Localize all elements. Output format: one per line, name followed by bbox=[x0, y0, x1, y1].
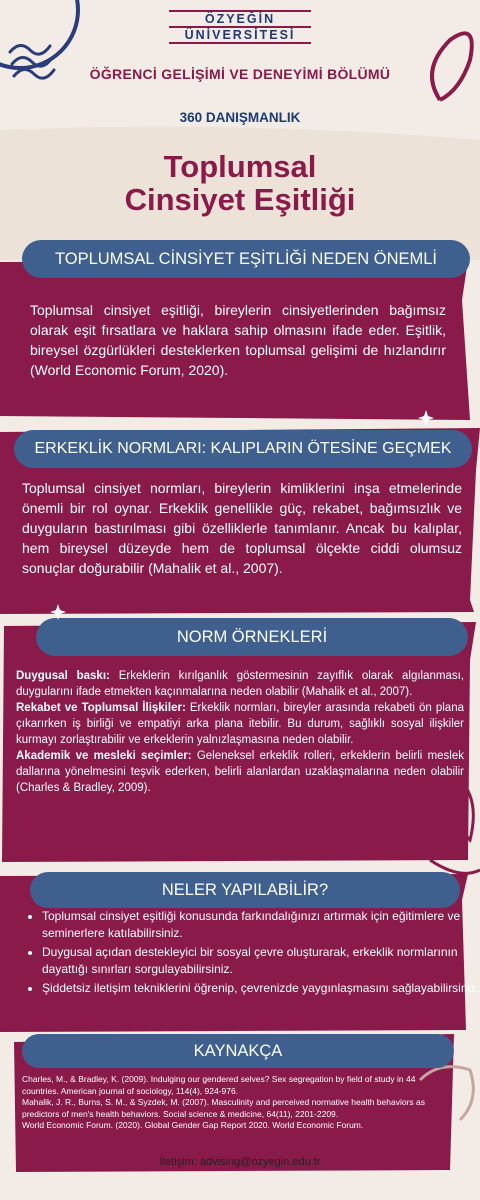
unit-title: 360 DANIŞMANLIK bbox=[179, 110, 301, 125]
todo-item: • Duygusal açıdan destekleyici bir sosyal çevre oluşturarak, erkeklik normlarının dayattığı sınırları sorgulayabilirsiniz. bbox=[42, 944, 480, 978]
sparkle-icon bbox=[50, 604, 66, 620]
reference-item: Charles, M., & Bradley, K. (2009). Indulging our gendered selves? Sex segregation by field of study in 44 countries. American journal of sociology, 114(4), 924-976. bbox=[22, 1074, 416, 1096]
reference-item: World Economic Forum. (2020). Global Gender Gap Report 2020. World Economic Forum. bbox=[22, 1120, 364, 1130]
section-text-norms: Toplumsal cinsiyet normları, bireylerin kimliklerini inşa etmelerinde önemli bir rol oynar. Erkeklik genellikle güç, rekabet, bağımsızlık ve duyguların bastırılması gibi özelliklerle tanımlanır. Ancak bu kalıplar, hem bireysel düzeyde hem de toplumsal ölçekte ciddi olumsuz sonuçlar doğurabilir (Mahalik et al., 2007). bbox=[22, 480, 462, 576]
logo-line-1: ÖZYEĞİN bbox=[204, 12, 276, 26]
reference-item: Mahalik, J. R., Burns, S. M., & Syzdek, M. (2007). Masculinity and perceived normative health behaviors as predictors of men's health behaviors. Social science & medicine, 64(11), 2201-2209. bbox=[22, 1097, 425, 1119]
todo-list bbox=[24, 908, 480, 999]
contact-line: İletişim: advising@ozyegin.edu.tr bbox=[159, 1156, 321, 1168]
page-title-line-2: Cinsiyet Eşitliği bbox=[124, 182, 356, 217]
example-text: Erkeklerin kırılganlık göstermesinin zayıflık olarak algılanması, duygularını ifade etmekten kaçınmalarına neden olabilir (Mahalik et al., 2007). bbox=[16, 670, 464, 698]
todo-item: • Şiddetsiz iletişim tekniklerini öğrenip, çevrenizde yaygınlaşmasını sağlayabilirsiniz. bbox=[42, 980, 480, 997]
example-item bbox=[16, 700, 464, 748]
example-label: Duygusal baskı: bbox=[16, 670, 110, 682]
example-item bbox=[16, 748, 464, 796]
example-label: Rekabet ve Toplumsal İlişkiler: bbox=[16, 702, 186, 714]
section-heading-norms: ERKEKLİK NORMLARI: KALIPLARIN ÖTESİNE GEÇMEK bbox=[14, 430, 472, 468]
example-text: Erkeklik normları, bireyler arasında rekabeti ön plana çıkarırken iş birliği ve empatiyi arka plana itebilir. Bu durum, sağlıklı sosyal ilişkiler kurmayı zorlaştırabilir ve erkeklerin yalnızlaşmasına neden olabilir. bbox=[16, 702, 464, 746]
references-list bbox=[22, 1074, 432, 1132]
section-heading-examples: NORM ÖRNEKLERİ bbox=[36, 618, 468, 656]
logo-rule-bottom bbox=[169, 42, 311, 44]
section-heading-todo: NELER YAPILABİLİR? bbox=[30, 872, 460, 908]
section-heading-refs: KAYNAKÇA bbox=[22, 1034, 454, 1068]
page-title bbox=[0, 150, 480, 216]
department-title: ÖĞRENCİ GELİŞİMİ VE DENEYİMİ BÖLÜMÜ bbox=[89, 66, 391, 82]
university-logo bbox=[0, 10, 480, 44]
example-label: Akademik ve mesleki seçimler: bbox=[16, 750, 192, 762]
todo-item: • Toplumsal cinsiyet eşitliği konusunda farkındalığınızı artırmak için eğitimlere ve seminerlere katılabilirsiniz. bbox=[42, 908, 480, 942]
section-heading-why: TOPLUMSAL CİNSİYET EŞİTLİĞİ NEDEN ÖNEMLİ bbox=[22, 240, 470, 278]
example-item bbox=[16, 668, 464, 700]
examples-list bbox=[16, 668, 464, 796]
sparkle-icon bbox=[418, 410, 434, 426]
example-text: Geleneksel erkeklik rolleri, erkeklerin belirli meslek dallarına yönelmesini teşvik ederken, belirli alanlardan uzaklaşmalarına neden olabilir (Charles & Bradley, 2009). bbox=[16, 750, 464, 794]
section-text-why: Toplumsal cinsiyet eşitliği, bireylerin cinsiyetlerinden bağımsız olarak eşit fırsatlara ve haklara sahip olmasını ifade eder. Eşitlik, bireysel özgürlükleri desteklerken toplumsal gelişimi de hızlandırır (World Economic Forum, 2020). bbox=[30, 302, 446, 378]
page-title-line-1: Toplumsal bbox=[163, 149, 317, 184]
logo-line-2: ÜNİVERSİTESİ bbox=[184, 28, 296, 42]
